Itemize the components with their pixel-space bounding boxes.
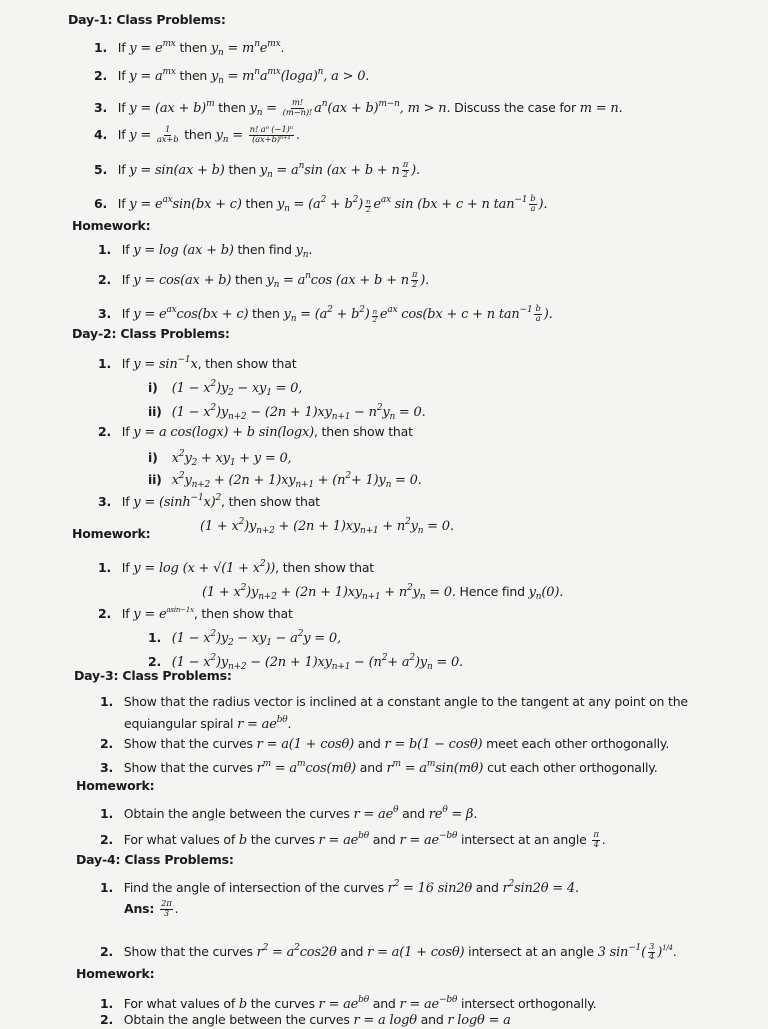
day2-problem-2: 2. If y = a cos(logx) + b sin(logx), then show that: [98, 424, 413, 440]
day1-problem-6: 6. If $y = e^{ax}\sin(bx + c)$ then $y_n = (a^2 + b^2)$ $\frac{n}{2}$ $e^{ax}$ sin (bx + c + n $\tan^{-1}$ $\frac{b}{a}$ ).: [94, 194, 548, 214]
homework3-problem-1: 1. Obtain the angle between the curves $r = ae^\theta$ and $re^\theta = \beta$.: [100, 805, 478, 822]
fraction: $\frac{1}{ax+b}$: [156, 125, 179, 145]
fraction: $\frac{b}{a}$: [535, 304, 541, 324]
fraction: $\frac{\text{n! aⁿ (−1)ⁿ}}{\text{(ax+b)ⁿ⁺¹}}$: [249, 125, 293, 145]
exponent-fraction: $\frac{n}{2}$: [366, 198, 371, 214]
day4-answer: Ans: $\frac{2\pi}{3}$ .: [124, 899, 179, 919]
day4-problem-1: 1. Find the angle of intersection of the curves $r^2 = 16$ sin2θ and $r^2\sin 2\theta = 4$.: [100, 879, 579, 896]
day1-problem-4: 4. If y = $\frac{1}{ax+b}$ then $y_n$ = $\frac{\text{n! aⁿ (−1)ⁿ}}{\text{(ax+b)ⁿ⁺¹}}$ .: [94, 125, 300, 145]
day3-heading: Day-3: Class Problems:: [74, 668, 232, 683]
homework2-problem-2-part-1: 1. $(1 - x^2)y_2 - xy_1 - a^2y = 0$,: [148, 629, 341, 648]
day2-heading: Day-2: Class Problems:: [72, 326, 230, 341]
day2-problem-1-part-ii: ii) $(1 - x^2)y_{n+2} - (2n + 1)xy_{n+1} - n^2y_n = 0$.: [148, 403, 426, 422]
day2-problem-2-part-i: i) $x^2y_2 + xy_1 + y = 0$,: [148, 449, 292, 468]
fraction: $\frac{3}{4}$: [648, 942, 655, 962]
fraction: $\frac{\pi}{4}$: [593, 830, 599, 850]
fraction: $\frac{m!}{(m-n)!}$: [282, 98, 313, 118]
day1-problem-1: 1. If $y = e^{mx}$ then $y_n = m^ne^{mx}$.: [94, 39, 285, 58]
day1-problem-5: 5. If y = sin(ax + b) then $y_n = a^n\sin$ (ax + b + n $\frac{\pi}{2}$ ).: [94, 160, 420, 180]
homework1-problem-1: 1. If y = log (ax + b) then find $y_n$.: [98, 242, 313, 260]
day3-problem-2: 2. Show that the curves r = a(1 + cosθ) and r = b(1 − cosθ) meet each other orthogonally.: [100, 736, 670, 752]
day4-problem-2: 2. Show that the curves $r^2 = a^2\cos 2\theta$ and r = a(1 + cosθ) intersect at an angle 3 $\sin^{-1}$( $\frac{3}{4}$ )$^{1/4}$.: [100, 942, 677, 962]
homework2-problem-1-equation: $(1 + x^2)y_{n+2} + (2n + 1)xy_{n+1} + n^2y_n = 0$. Hence find $y_n(0)$.: [202, 583, 564, 602]
homework1-heading: Homework:: [72, 218, 151, 233]
fraction: $\frac{\pi}{2}$: [402, 160, 409, 180]
fraction: $\frac{b}{a}$: [530, 194, 536, 214]
day4-heading: Day-4: Class Problems:: [76, 852, 234, 867]
homework3-heading: Homework:: [76, 778, 155, 793]
fraction: $\frac{\pi}{2}$: [411, 270, 418, 290]
day2-problem-1: 1. If $y = \sin^{-1}x$, then show that: [98, 355, 297, 372]
day1-heading: Day-1: Class Problems:: [68, 12, 226, 27]
homework4-heading: Homework:: [76, 966, 155, 981]
day3-problem-1: 1. Show that the radius vector is inclined at a constant angle to the tangent at any point on the: [100, 694, 688, 709]
exponent-fraction: $\frac{n}{2}$: [372, 308, 377, 324]
day2-problem-1-part-i: i) $(1 - x^2)y_2 - xy_1 = 0$,: [148, 379, 303, 398]
homework4-problem-2: 2. Obtain the angle between the curves r = a logθ and r logθ = a: [100, 1012, 511, 1028]
day2-problem-3: 3. If $y = (\sinh^{-1}x)^2$, then show that: [98, 493, 320, 510]
day1-problem-3: 3. If y = (ax + b)$^m$ then $y_n$ = $\frac{m!}{(m-n)!}$ $a^n(ax + b)^{m-n}$, m > n. Discuss the case for m = n.: [94, 98, 623, 118]
homework4-problem-1: 1. For what values of b the curves $r = ae^{b\theta}$ and $r = ae^{-b\theta}$ intersect orthogonally.: [100, 995, 597, 1012]
day3-problem-3: 3. Show that the curves $r^m = a^m\cos(m\theta)$ and $r^m = a^m\sin(m\theta)$ cut each other orthogonally.: [100, 759, 658, 776]
day1-problem-2: 2. If $y = a^{mx}$ then $y_n = m^na^{mx}(\log a)^n$, a > 0.: [94, 67, 370, 86]
homework2-problem-1: 1. If $y = \log (x + √(1 + x^2))$, then show that: [98, 559, 374, 576]
day3-problem-1-continued: equiangular spiral $r = ae^{b\theta}$.: [124, 715, 292, 732]
homework2-problem-2: 2. If $y = e^{asin-1x}$, then show that: [98, 606, 293, 622]
homework2-heading: Homework:: [72, 526, 151, 541]
fraction: $\frac{2\pi}{3}$: [161, 899, 172, 919]
day2-problem-2-part-ii: ii) $x^2y_{n+2} + (2n + 1)xy_{n+1} + (n^2+ 1)y_n = 0$.: [148, 471, 422, 490]
homework1-problem-3: 3. If $y = e^{ax}\cos(bx + c)$ then $y_n = (a^2 + b^2)$ $\frac{n}{2}$ $e^{ax}$ cos(bx + c + n $\tan^{-1}$ $\frac{b}{a}$ ).: [98, 304, 553, 324]
homework2-problem-2-part-2: 2. $(1 - x^2)y_{n+2} - (2n + 1)xy_{n+1} - (n^2+ a^2)y_n = 0$.: [148, 653, 463, 672]
homework3-problem-2: 2. For what values of b the curves $r = ae^{b\theta}$ and $r = ae^{-b\theta}$ intersect at an angle $\frac{\pi}{4}$ .: [100, 830, 606, 850]
day2-problem-3-equation: $(1 + x^2)y_{n+2} + (2n + 1)xy_{n+1} + n^2y_n = 0$.: [200, 517, 454, 536]
homework1-problem-2: 2. If y = cos(ax + b) then $y_n = a^n\cos$ (ax + b + n $\frac{\pi}{2}$ ).: [98, 270, 430, 290]
